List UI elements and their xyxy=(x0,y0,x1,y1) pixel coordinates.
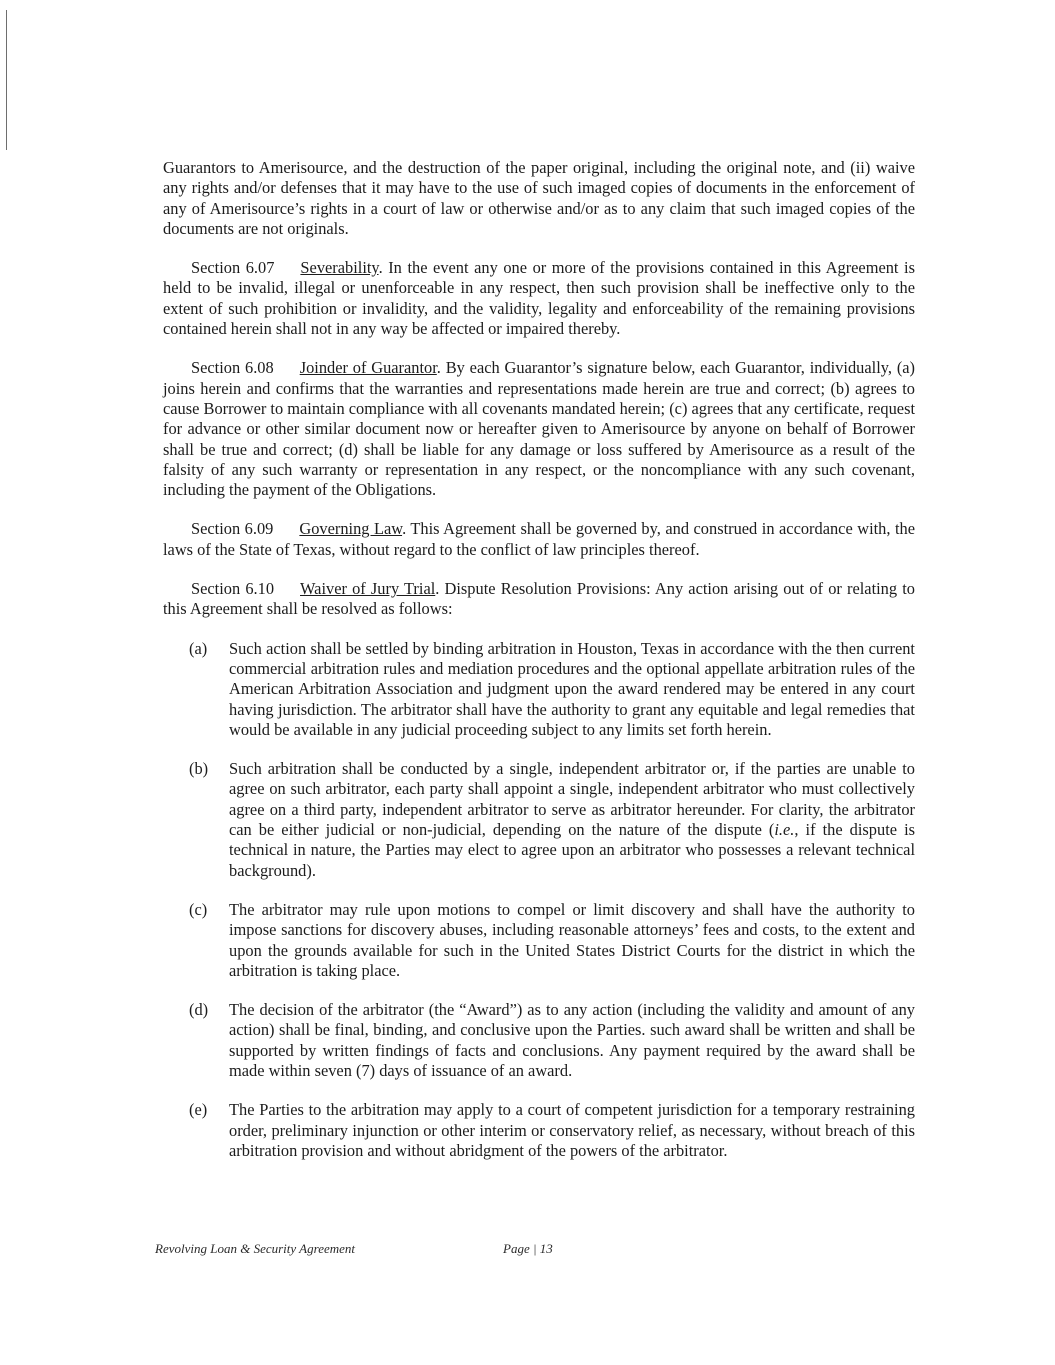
section-number: Section 6.08 xyxy=(191,358,274,378)
list-item-d xyxy=(163,1000,915,1081)
list-text-part-1: Such arbitration shall be conducted by a single, independent arbitrator or, if the parties are unable to agree on such arbitrator, each party shall appoint a single, independent arbitrator who must collectively agree on a third party, independent arbitrator to serve as arbitrator hereunder. For clarity, the arbitrator can be either judicial or non-judicial, depending on the nature of the dispute ( xyxy=(229,759,915,840)
section-number: Section 6.10 xyxy=(191,579,275,599)
intro-paragraph: Guarantors to Amerisource, and the destruction of the paper original, including the original note, and (ii) waive any rights and/or defenses that it may have to the use of such imaged copies of documents in the enforcement of any of Amerisource’s rights in a court of law or otherwise and/or as to any claim that such imaged copies of the documents are not originals. xyxy=(163,158,915,238)
list-text: The decision of the arbitrator (the “Award”) as to any action (including the validity and amount of any action) shall be final, binding, and conclusive upon the Parties. such award shall be written and shall be supported by written findings of facts and conclusions. Any payment required by the award shall be made within seven (7) days of issuance of an award. xyxy=(229,1000,915,1080)
section-heading: Governing Law xyxy=(299,519,403,539)
list-item-b xyxy=(163,759,915,881)
list-text-part-2: , if the dispute is technical in nature, the Parties may elect to agree upon an arbitrator who possesses a relevant technical background). xyxy=(229,820,916,880)
list-item-e xyxy=(163,1100,915,1161)
document-body xyxy=(163,158,915,1180)
scan-edge-mark xyxy=(6,10,7,150)
section-heading: Waiver of Jury Trial xyxy=(300,579,436,599)
section-6-07 xyxy=(163,258,915,339)
footer-document-title: Revolving Loan & Security Agreement xyxy=(155,1241,356,1256)
list-item-a xyxy=(163,639,915,740)
section-heading: Joinder of Guarantor xyxy=(299,358,437,378)
section-body: . In the event any one or more of the provisions contained in this Agreement is held to be invalid, illegal or unenforceable in any respect, then such provision shall be ineffective only to the extent of such prohibition or invalidity, and the validity, legality and enforceability of the remaining provisions contained herein shall not in any way be affected or impaired thereby. xyxy=(163,258,915,339)
list-label: (d) xyxy=(189,1000,209,1020)
list-text: The Parties to the arbitration may apply to a court of competent jurisdiction for a temporary restraining order, preliminary injunction or other interim or conservatory relief, as necessary, without breach of this arbitration provision and without abridgment of the powers of the arbitrator. xyxy=(229,1100,915,1160)
section-heading: Severability xyxy=(300,258,379,278)
list-label: (a) xyxy=(189,638,208,658)
list-text: Such action shall be settled by binding arbitration in Houston, Texas in accordance with the then current commercial arbitration rules and mediation procedures and the optional appellate arbitration rules of the American Arbitration Association and judgment upon the award rendered may be entered in any court having jurisdiction. The arbitrator shall have the authority to grant any equitable and legal remedies that would be available in any judicial proceeding subject to any limits set forth herein. xyxy=(229,638,915,739)
section-6-08 xyxy=(163,358,915,500)
section-body: . By each Guarantor’s signature below, each Guarantor, individually, (a) joins herein and confirms that the warranties and representations made herein are true and correct; (b) agrees to cause Borrower to maintain compliance with all covenants mandated herein; (c) agrees that any certificate, request for advance or other similar document now or hereafter given to Amerisource by anyone on behalf of Borrower shall be true and correct; (d) shall be liable for any damage or loss suffered by Amerisource as a result of the falsity of any such warranty or representation in any respect, or the noncompliance with any such covenant, including the payment of the Obligations. xyxy=(163,358,916,500)
section-body: . This Agreement shall be governed by, and construed in accordance with, the laws of the State of Texas, without regard to the conflict of law principles thereof. xyxy=(163,519,916,559)
list-label: (b) xyxy=(189,759,209,779)
list-text: The arbitrator may rule upon motions to compel or limit discovery and shall have the authority to impose sanctions for discovery abuses, including reasonable attorneys’ fees and costs, to the extent and upon the grounds available for such in the United States District Courts for the district in which the arbitration is taking place. xyxy=(229,899,915,980)
section-number: Section 6.07 xyxy=(191,258,275,278)
list-text-italic: i.e. xyxy=(774,820,795,840)
section-number: Section 6.09 xyxy=(191,519,274,539)
footer-page-number: Page | 13 xyxy=(503,1241,553,1256)
list-label: (e) xyxy=(189,1100,208,1120)
section-6-09 xyxy=(163,519,915,560)
list-item-c xyxy=(163,900,915,981)
section-6-10 xyxy=(163,579,915,620)
list-label: (c) xyxy=(189,899,208,919)
section-body: . Dispute Resolution Provisions: Any action arising out of or relating to this Agreement shall be resolved as follows: xyxy=(163,579,915,619)
